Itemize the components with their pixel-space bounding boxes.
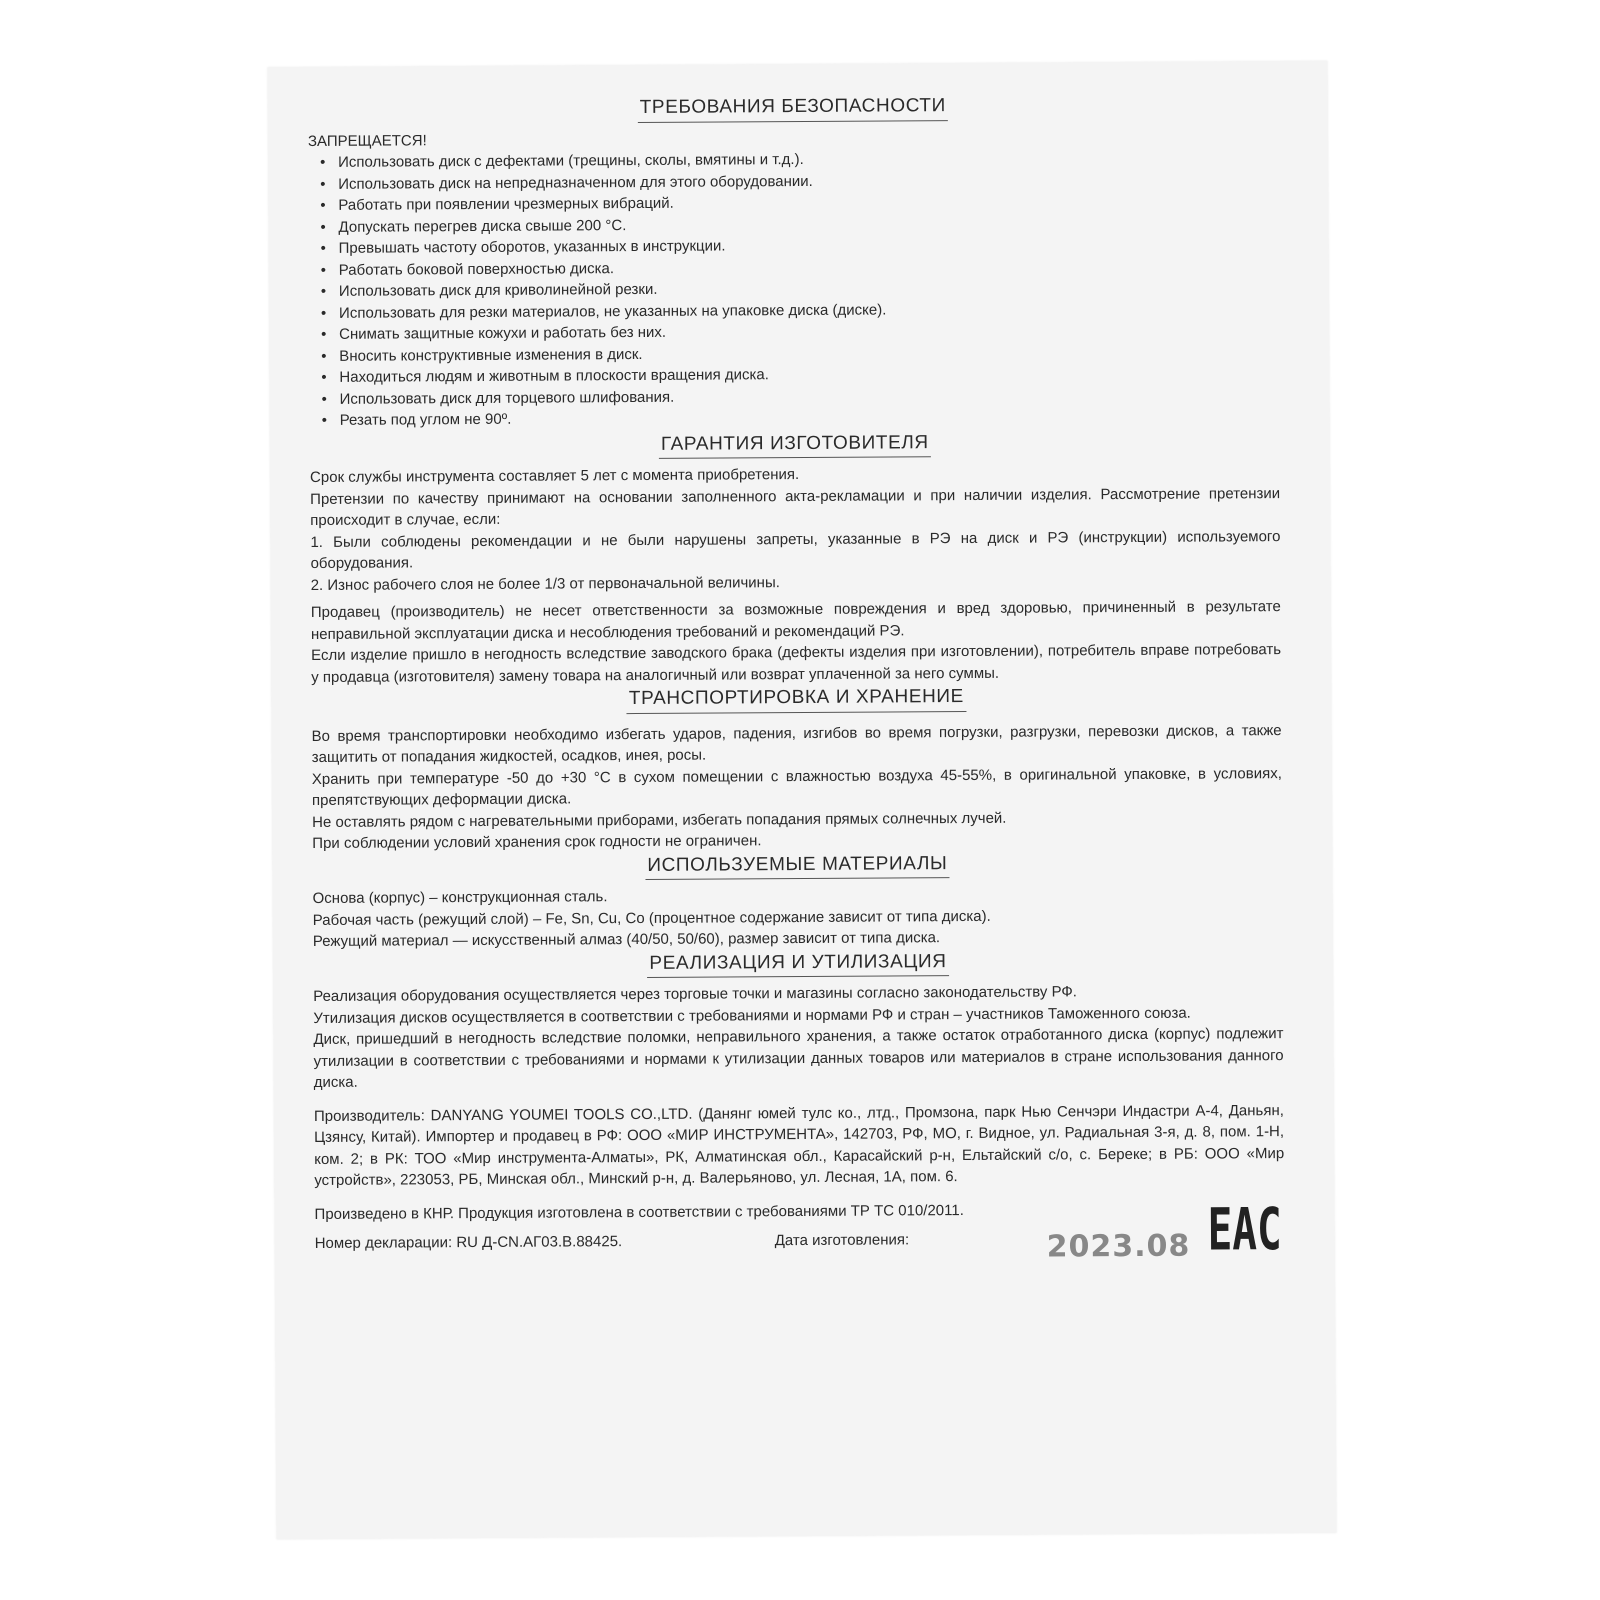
list-item: • Вносить конструктивные изменения в диск. [309,340,1279,367]
manufacture-date-stamp: 2023.08 [1046,1228,1191,1265]
list-item: • Снимать защитные кожухи и работать без них. [309,318,1279,345]
disposal-paragraph: Реализация оборудования осуществляется через торговые точки и магазины согласно законодательству РФ. [313,983,1078,1005]
warranty-paragraph: 1. Были соблюдены рекомендации и не были нарушены запреты, указанные в РЭ на диск и РЭ (инструкции) используемого оборудования. [310,527,1281,572]
disposal-paragraph: Утилизация дисков осуществляется в соответствии с требованиями и нормами РФ и стран – участников Таможенного союза. [313,1004,1191,1027]
list-item: • Использовать диск для торцевого шлифования. [309,383,1279,410]
declaration-number: Номер декларации: RU Д-CN.АГ03.В.88425. [314,1233,623,1252]
document-content [307,91,1313,1273]
manufacture-date-label: Дата изготовления: [774,1231,910,1250]
section-title-disposal: РЕАЛИЗАЦИЯ И УТИЛИЗАЦИЯ [313,949,1283,980]
safety-intro: ЗАПРЕЩАЕТСЯ! [307,131,427,150]
warranty-paragraph: Срок службы инструмента составляет 5 лет с момента приобретения. [309,466,800,486]
transport-paragraph: При соблюдении условий хранения срок годности не ограничен. [312,832,762,852]
section-title-safety: ТРЕБОВАНИЯ БЕЗОПАСНОСТИ [308,93,1278,124]
section-title-warranty: ГАРАНТИЯ ИЗГОТОВИТЕЛЯ [310,430,1280,461]
list-item: • Использовать диск с дефектами (трещины, сколы, вмятины и т.д.). [308,146,1278,173]
list-item: • Резать под углом не 90º. [310,404,1280,431]
list-item: • Работать при появлении чрезмерных вибраций. [308,189,1278,216]
materials-paragraph: Рабочая часть (режущий слой) – Fe, Sn, Cu, Co (процентное содержание зависит от типа диска). [312,907,991,929]
transport-paragraph: Хранить при температуре -50 до +30 °С в сухом помещении с влажностью воздуха 45-55%, в оригинальной упаковке, в условиях, препятствующих деформации диска. [311,764,1282,809]
warranty-paragraph: Продавец (производитель) не несет ответственности за возможные повреждения и вред здоровью, причиненный в результате неправильной эксплуатации диска и несоблюдения требований и рекомендаций РЭ. [310,598,1281,643]
list-item: • Использовать диск для криволинейной резки. [309,275,1279,302]
made-in-note: Произведено в КНР. Продукция изготовлена в соответствии с требованиями ТР ТС 010/2011. [314,1201,964,1223]
list-item: • Использовать диск на непредназначенном для этого оборудовании. [308,168,1278,195]
list-item: • Работать боковой поверхностью диска. [309,254,1279,281]
list-item: • Использовать для резки материалов, не указанных на упаковке диска (диске). [309,297,1279,324]
section-title-materials: ИСПОЛЬЗУЕМЫЕ МАТЕРИАЛЫ [312,851,1282,882]
transport-paragraph: Не оставлять рядом с нагревательными приборами, избегать попадания прямых солнечных лучей. [312,809,1007,831]
materials-paragraph: Режущий материал — искусственный алмаз (40/50, 50/60), размер зависит от типа диска. [312,929,941,950]
list-item: • Находиться людям и животным в плоскости вращения диска. [309,361,1279,388]
manufacturer-info: Производитель: DANYANG YOUMEI TOOLS CO.,LTD. (Данянг юмей тулс ко., лтд., Промзона, парк Нью Сенчэри Индастри А-4, Даньян, Цзянсу, Китай). Импортер и продавец в РФ: ООО «МИР ИНСТРУМЕНТА», 142703, РФ, МО, г. Видное, ул. Радиальная 3-я, д. 8, пом. 1-Н, ком. 2; в РК: ТОО «Мир инструмента-Алматы», РК, Алматинская обл., Карасайский р-н, Ельтайский с/о, с. Береке; в РБ: ООО «Мир устройств», 223053, РБ, Минская обл., Минский р-н, д. Валерьяново, ул. Лесная, 1А, пом. 6. [313,1101,1285,1189]
warranty-paragraph: 2. Износ рабочего слоя не более 1/3 от первоначальной величины. [310,573,780,594]
list-item: • Превышать частоту оборотов, указанных в инструкции. [309,232,1279,259]
list-item: • Допускать перегрев диска свыше 200 °С. [308,211,1278,238]
warranty-paragraph: Если изделие пришло в негодность вследствие заводского брака (дефекты изделия при изготовлении), потребитель вправе потребовать у продавца (изготовителя) замену товара на аналогичный или возврат уплаченной за него суммы. [311,641,1282,686]
document-sheet [268,61,1337,1539]
materials-paragraph: Основа (корпус) – конструкционная сталь. [312,888,608,907]
warranty-paragraph: Претензии по качеству принимают на основании заполненного акта-рекламации и при наличии изделия. Рассмотрение претензии происходит в случае, если: [310,484,1281,529]
safety-list [308,146,1280,431]
section-title-transport: ТРАНСПОРТИРОВКА И ХРАНЕНИЕ [311,684,1281,715]
eac-logo-text: EAC [1207,1194,1313,1264]
disposal-paragraph: Диск, пришедший в негодность вследствие поломки, неправильного хранения, а также остаток отработанного диска (корпус) подлежит утилизации в соответствии с требованиями и нормами к утилизации данных товаров или материалов в стране использования данного диска. [313,1025,1284,1091]
eac-logo-icon [1204,1187,1313,1264]
transport-paragraph: Во время транспортировки необходимо избегать ударов, падения, изгибов во время погрузки, разгрузки, перевозки дисков, а также защитить от попадания жидкостей, осадков, инея, росы. [311,721,1282,766]
